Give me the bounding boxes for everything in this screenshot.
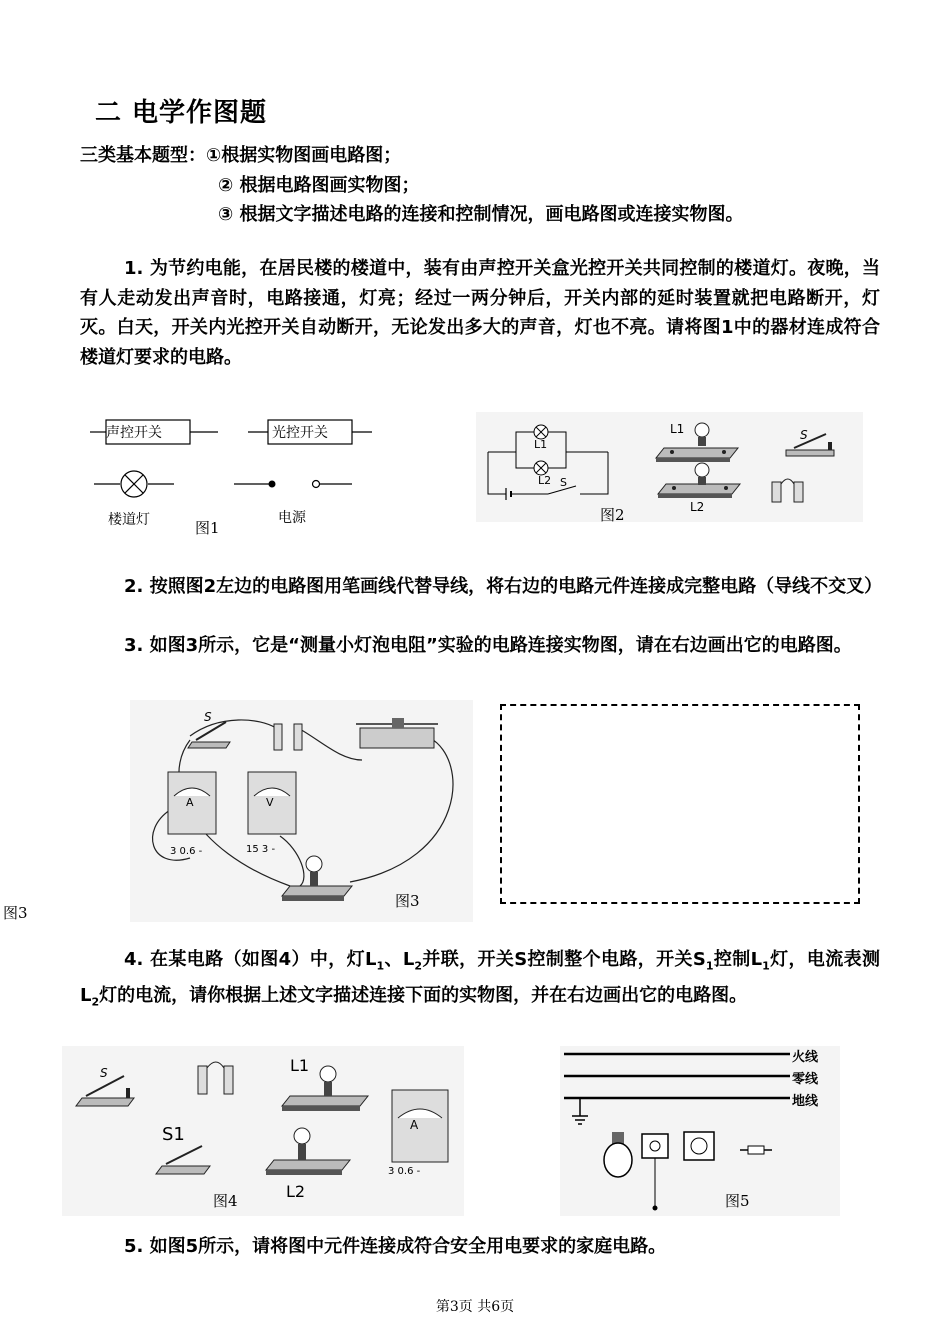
lamp-label: 楼道灯: [108, 512, 150, 528]
figure-3: [130, 700, 473, 922]
question-2: 2. 按照图2左边的电路图用笔画线代替导线，将右边的电路元件连接成完整电路（导线不交叉）: [124, 576, 883, 597]
fig3-ammeter-terminals: 3 0.6 -: [170, 846, 203, 857]
source-label: 电源: [278, 510, 306, 526]
fig3-voltmeter-label: V: [266, 796, 274, 809]
figure-4: [62, 1046, 464, 1216]
source-terminal-negative: [313, 481, 320, 488]
figure-5: [560, 1046, 840, 1216]
fig4-s1-label: S1: [162, 1124, 185, 1145]
page-footer: 第3页 共6页: [435, 1299, 515, 1315]
fig3-ammeter-label: A: [186, 796, 194, 809]
fig5-neutral-label: 零线: [792, 1072, 819, 1087]
fig2-schematic-s: S: [560, 476, 567, 489]
section-heading: 二 电学作图题: [95, 98, 268, 128]
fig4-l2-label: L2: [286, 1182, 306, 1201]
fig4-ammeter-terminals: 3 0.6 -: [388, 1166, 421, 1177]
fig4-l1-label: L1: [290, 1056, 310, 1075]
fig3-s-label: S: [204, 710, 212, 724]
figure-2-caption: 图2: [600, 506, 625, 524]
fig2-l2-label: L2: [690, 500, 705, 514]
fig3-voltmeter-terminals: 15 3 -: [246, 844, 276, 855]
question-3: 3. 如图3所示，它是“测量小灯泡电阻”实验的电路连接实物图，请在右边画出它的电路图。: [124, 635, 852, 656]
fig2-schematic-l2: L2: [538, 474, 552, 487]
question-4: 4. 在某电路（如图4）中，灯$L_1$、$L_2$并联，开关S控制整个电路，开关$S_1$控制$L_1$灯，电流表测$L_2$灯的电流，请你根据上述文字描述连接下面的实物图，并在右边画出它的电路图。: [80, 949, 880, 1009]
figure-2: [476, 412, 863, 522]
fig5-live-label: 火线: [792, 1050, 819, 1065]
figure-4-caption: 图4: [213, 1192, 238, 1210]
fig2-schematic-l1: L1: [534, 438, 548, 451]
source-terminal-positive: [269, 481, 276, 488]
fig2-s-label: S: [800, 428, 808, 442]
sound-switch-label: 声控开关: [106, 425, 162, 441]
intro-line-2: ② 根据电路图画实物图；: [218, 175, 420, 196]
intro-line-1: 三类基本题型：①根据实物图画电路图；: [80, 145, 402, 166]
answer-box[interactable]: [500, 704, 860, 904]
intro-line-3: ③ 根据文字描述电路的连接和控制情况，画电路图或连接实物图。: [218, 204, 744, 225]
figure-3-side-label: 图3: [3, 904, 28, 922]
fig2-l1-label: L1: [670, 422, 685, 436]
fig5-ground-label: 地线: [792, 1094, 819, 1109]
figure-1-caption: 图1: [195, 519, 220, 537]
light-switch-label: 光控开关: [272, 425, 328, 441]
figure-3-caption: 图3: [395, 892, 420, 910]
question-1: 1. 为节约电能，在居民楼的楼道中，装有由声控开关盒光控开关共同控制的楼道灯。夜晚，当有人走动发出声音时，电路接通，灯亮；经过一两分钟后，开关内部的延时装置就把电路断开，灯灭。白天，开关内光控开关自动断开，无论发出多大的声音，灯也不亮。请将图1中的器材连成符合楼道灯要求的电路。: [80, 258, 880, 368]
figure-5-caption: 图5: [725, 1192, 750, 1210]
fig4-s-label: S: [100, 1066, 108, 1080]
fig4-ammeter-label: A: [410, 1118, 419, 1132]
question-5: 5. 如图5所示，请将图中元件连接成符合安全用电要求的家庭电路。: [124, 1236, 667, 1257]
